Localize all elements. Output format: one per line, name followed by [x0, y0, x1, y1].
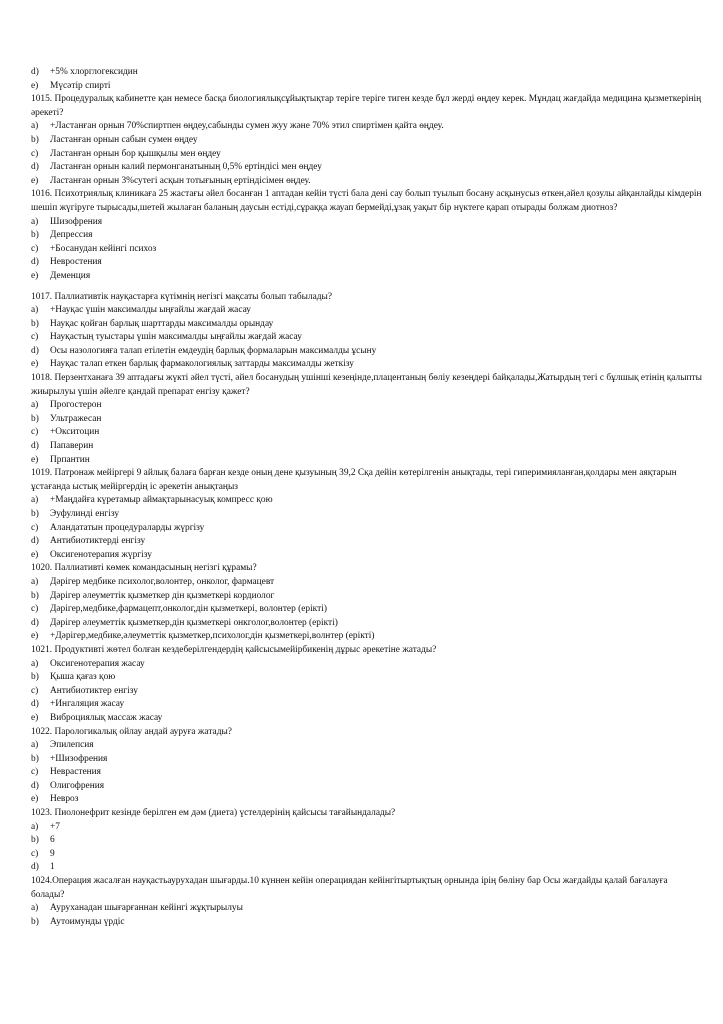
- answer-option: [31, 753, 703, 767]
- option-text: 1: [50, 862, 55, 873]
- option-letter: c): [31, 522, 39, 533]
- answer-option: [31, 522, 703, 536]
- option-letter: a): [31, 576, 39, 587]
- option-letter: c): [31, 243, 39, 254]
- question-text: 1018. Перзентханаға 39 аптадағы жүкті әйел түсті, әйел босанудың ушінші кезеңінде,плацентаның бөліу кезеңдері байқалады,Жатырдың тегі с бұлшық етінің қалыпты жиырылуы үшін әйелге қандай препарат енгізу қажет?: [31, 373, 702, 397]
- answer-option: [31, 148, 703, 162]
- question-block: [31, 562, 703, 644]
- option-letter: a): [31, 658, 39, 669]
- option-text: Аутоимунды үрдіс: [50, 916, 125, 927]
- option-letter: c): [31, 148, 39, 159]
- option-text: Папаверин: [50, 441, 94, 452]
- option-letter: e): [31, 270, 39, 281]
- option-letter: e): [31, 80, 39, 91]
- option-letter: a): [31, 400, 39, 411]
- option-letter: e): [31, 549, 39, 560]
- option-text: Науқастың туыстары үшін максималды ыңғайлы жағдай жасау: [50, 332, 302, 343]
- option-text: Ластанған орнын калий пермонганатының 0,5% ертіндісі мен өңдеу: [50, 162, 322, 173]
- question-block: [31, 93, 703, 188]
- answer-option: [31, 576, 703, 590]
- option-text: +Ластанған орнын 70%спиртпен өңдеу,сабынды сумен жуу және 70% этил спиртімен қайта өңдеу.: [50, 121, 444, 132]
- answer-option: [31, 821, 703, 835]
- question-text: 1021. Продуктивті жөтел болған кездеберілгендердің қайсысымейірбикенің дұрыс әрекетіне жатады?: [31, 644, 437, 655]
- question-block: [31, 467, 703, 562]
- option-text: Аландататын процедураларды жүргізу: [50, 522, 205, 533]
- option-text: Науқас талап еткен барлық фармакологиялық заттарды максималды жеткізу: [50, 359, 354, 370]
- question-text: 1015. Процедуралық кабинетте қан немесе басқа биологиялықсұйықтықтар теріге теріге тиген кезде бұл жерді өңдеу керек. Мұндац жағдайда медицина қызметкерінің әрекеті?: [31, 94, 702, 118]
- option-text: +Окситоцин: [50, 427, 100, 438]
- option-letter: a): [31, 821, 39, 832]
- answer-option: [31, 712, 703, 726]
- answer-option: [31, 331, 703, 345]
- option-letter: b): [31, 672, 39, 683]
- option-text: Прогостерон: [50, 400, 102, 411]
- option-letter: c): [31, 604, 39, 615]
- answer-option: [31, 229, 703, 243]
- option-text: Шизофрения: [50, 216, 103, 227]
- option-letter: a): [31, 121, 39, 132]
- option-letter: e): [31, 794, 39, 805]
- answer-option: [31, 440, 703, 454]
- answer-option: [31, 80, 703, 94]
- option-text: Дәрігер медбике психолог,волонтер, онколог, фармацевт: [50, 576, 275, 587]
- answer-option: [31, 454, 703, 468]
- question-text: 1017. Паллиативтік науқастарға күтімнің негізгі мақсаты болып табылады?: [31, 291, 333, 302]
- answer-option: [31, 739, 703, 753]
- answer-option: [31, 603, 703, 617]
- question-block: [31, 372, 703, 467]
- option-text: Неврастения: [50, 767, 101, 778]
- option-text: Ластанған орнын 3%сутегі асқын тотығының ертіндісімен өңдеу.: [50, 175, 311, 186]
- option-letter: a): [31, 216, 39, 227]
- option-letter: d): [31, 536, 39, 547]
- option-text: Дәрігер әлеуметтік қызметкер дін қызметкері кордиолог: [50, 590, 275, 601]
- question-block: [31, 726, 703, 808]
- question-block: [31, 644, 703, 726]
- question-text: 1023. Пиолонефрит кезінде берілген ем дәм (диета) үстелдерінің қайсысы тағайындалады?: [31, 808, 396, 819]
- option-text: Дәрігер әлеуметтік қызметкер,дін қызметкері онкголог,волонтер (ерікті): [50, 617, 338, 628]
- option-letter: d): [31, 862, 39, 873]
- answer-option: [31, 793, 703, 807]
- option-letter: b): [31, 916, 39, 927]
- option-text: +Ингаляция жасау: [50, 699, 125, 710]
- answer-option: [31, 399, 703, 413]
- answer-option: [31, 243, 703, 257]
- question-block: [31, 188, 703, 283]
- option-letter: b): [31, 835, 39, 846]
- option-letter: d): [31, 780, 39, 791]
- answer-option: [31, 685, 703, 699]
- option-letter: c): [31, 427, 39, 438]
- option-letter: d): [31, 345, 39, 356]
- answer-option: [31, 766, 703, 780]
- option-text: Невроз: [50, 794, 79, 805]
- question-block: [31, 807, 703, 875]
- answer-option: [31, 494, 703, 508]
- option-text: Осы назологияға талап етілетін емдеудің барлық формаларын максималды ұсыну: [50, 345, 377, 356]
- answer-option: [31, 426, 703, 440]
- answer-option: [31, 658, 703, 672]
- answer-option: [31, 345, 703, 359]
- option-text: Ластанған орнын сабын сумен өңдеу: [50, 134, 198, 145]
- option-letter: e): [31, 631, 39, 642]
- option-letter: a): [31, 903, 39, 914]
- question-list: [31, 66, 703, 929]
- option-letter: d): [31, 617, 39, 628]
- option-text: Ауруханадан шығарғаннан кейінгі жұқтырылуы: [50, 903, 243, 914]
- option-letter: a): [31, 305, 39, 316]
- answer-option: [31, 134, 703, 148]
- option-letter: b): [31, 413, 39, 424]
- question-text: 1024.Операция жасалған науқастьаурухадан шығарды.10 күннен кейін операциядан кейінгітыртықтың орнында ірің бөліну бар Осы жағдайды қалай бағалауға болады?: [31, 876, 668, 900]
- option-text: Депрессия: [50, 230, 93, 241]
- option-text: Ультражесан: [50, 413, 102, 424]
- option-text: Антибиотиктер енгізу: [50, 685, 138, 696]
- option-text: 6: [50, 835, 55, 846]
- option-text: Мүсәтір спирті: [50, 80, 111, 91]
- option-letter: c): [31, 767, 39, 778]
- option-text: Дәрігер,медбике,фармацепт,онколог,дін қызметкері, волонтер (ерікті): [50, 604, 327, 615]
- option-text: Невростения: [50, 257, 102, 268]
- answer-option: [31, 902, 703, 916]
- option-letter: e): [31, 454, 39, 465]
- option-text: +Босанудан кейінгі психоз: [50, 243, 157, 254]
- question-text: 1022. Парологикалық ойлау андай ауруға жатады?: [31, 726, 232, 737]
- answer-option: [31, 698, 703, 712]
- answer-option: [31, 161, 703, 175]
- answer-option: [31, 848, 703, 862]
- option-letter: d): [31, 67, 39, 77]
- answer-option: [31, 617, 703, 631]
- option-letter: e): [31, 359, 39, 370]
- answer-option: [31, 535, 703, 549]
- question-text: 1019. Патронаж мейіргері 9 айлық балаға барған кезде оның дене қызуының 39,2 Сқа дейін көтерілгенін анықтады, тері гиперимияланған,қолдары мен аяқтарын ұстағанда ыстық мейіргердің іс әрекетін анықтаңыз: [31, 468, 677, 492]
- answer-option: [31, 318, 703, 332]
- option-letter: c): [31, 848, 39, 859]
- option-text: Оксигенотерапия жасау: [50, 658, 145, 669]
- answer-option: [31, 216, 703, 230]
- question-block: [31, 875, 703, 929]
- option-text: Виброциялық массаж жасау: [50, 712, 163, 723]
- option-text: +Дәрігер,медбике,әлеуметтік қызметкер,психолог,дін қызметкері,волнтер (ерікті): [50, 631, 375, 642]
- option-text: +Маңдайға күретамыр аймақтарынасуық компресс қою: [50, 495, 273, 506]
- answer-option: [31, 120, 703, 134]
- answer-option: [31, 671, 703, 685]
- question-text: 1020. Паллиативті көмек командасының негізгі құрамы?: [31, 563, 257, 574]
- option-text: +Шизофрения: [50, 753, 108, 764]
- option-text: Деменция: [50, 270, 91, 281]
- answer-option: [31, 270, 703, 284]
- option-letter: b): [31, 509, 39, 519]
- option-letter: b): [31, 134, 39, 145]
- option-text: +5% хлорглогексидин: [50, 67, 138, 77]
- answer-option: [31, 508, 703, 522]
- option-letter: a): [31, 495, 39, 506]
- option-text: +Науқас үшін максималды ыңғайлы жағдай жасау: [50, 305, 251, 316]
- option-letter: b): [31, 318, 39, 329]
- option-text: Антибиотиктерді енгізу: [50, 536, 146, 547]
- option-letter: e): [31, 712, 39, 723]
- option-text: 9: [50, 848, 55, 859]
- option-text: Қыша қағаз қою: [50, 672, 116, 683]
- answer-option: [31, 358, 703, 372]
- question-text: 1016. Психотриялық клиникаға 25 жастағы әйел босанған 1 аптадан кейін түсті бала дені сау болып туылып босану асқынусыз өткен,әйел қозулы айқанлайды кімдерін шешіп жүгіруге тырысады,шетей жылаған баланың даусын естіді,сұраққа жауап бермейді,ұзақ уақыт бір нүктеге қарап отырады болжам диотноз?: [31, 189, 702, 213]
- answer-option: [31, 916, 703, 930]
- question-block: [31, 291, 703, 373]
- option-letter: b): [31, 590, 39, 601]
- option-letter: e): [31, 175, 39, 186]
- option-letter: c): [31, 332, 39, 343]
- option-letter: d): [31, 257, 39, 268]
- answer-option: [31, 630, 703, 644]
- option-text: Науқас қойған барлық шарттарды максималды орындау: [50, 318, 274, 329]
- option-text: Ластанған орнын бор қышқылы мен өңдеу: [50, 148, 221, 159]
- option-text: Эпилепсия: [50, 740, 94, 751]
- option-text: Олигофрения: [50, 780, 105, 791]
- option-text: +7: [50, 821, 60, 832]
- answer-option: [31, 66, 703, 80]
- answer-option: [31, 861, 703, 875]
- answer-option: [31, 304, 703, 318]
- answer-option: [31, 834, 703, 848]
- option-letter: d): [31, 162, 39, 173]
- option-text: Эуфулинді енгізу: [50, 509, 120, 519]
- answer-option: [31, 175, 703, 189]
- option-letter: c): [31, 685, 39, 696]
- option-text: Прпантин: [50, 454, 90, 465]
- answer-option: [31, 413, 703, 427]
- answer-option: [31, 780, 703, 794]
- answer-option: [31, 549, 703, 563]
- option-letter: b): [31, 230, 39, 241]
- option-text: Оксигенотерапия жүргізу: [50, 549, 152, 560]
- answer-option: [31, 256, 703, 270]
- option-letter: d): [31, 441, 39, 452]
- option-letter: a): [31, 740, 39, 751]
- answer-option: [31, 590, 703, 604]
- option-letter: b): [31, 753, 39, 764]
- option-letter: d): [31, 699, 39, 710]
